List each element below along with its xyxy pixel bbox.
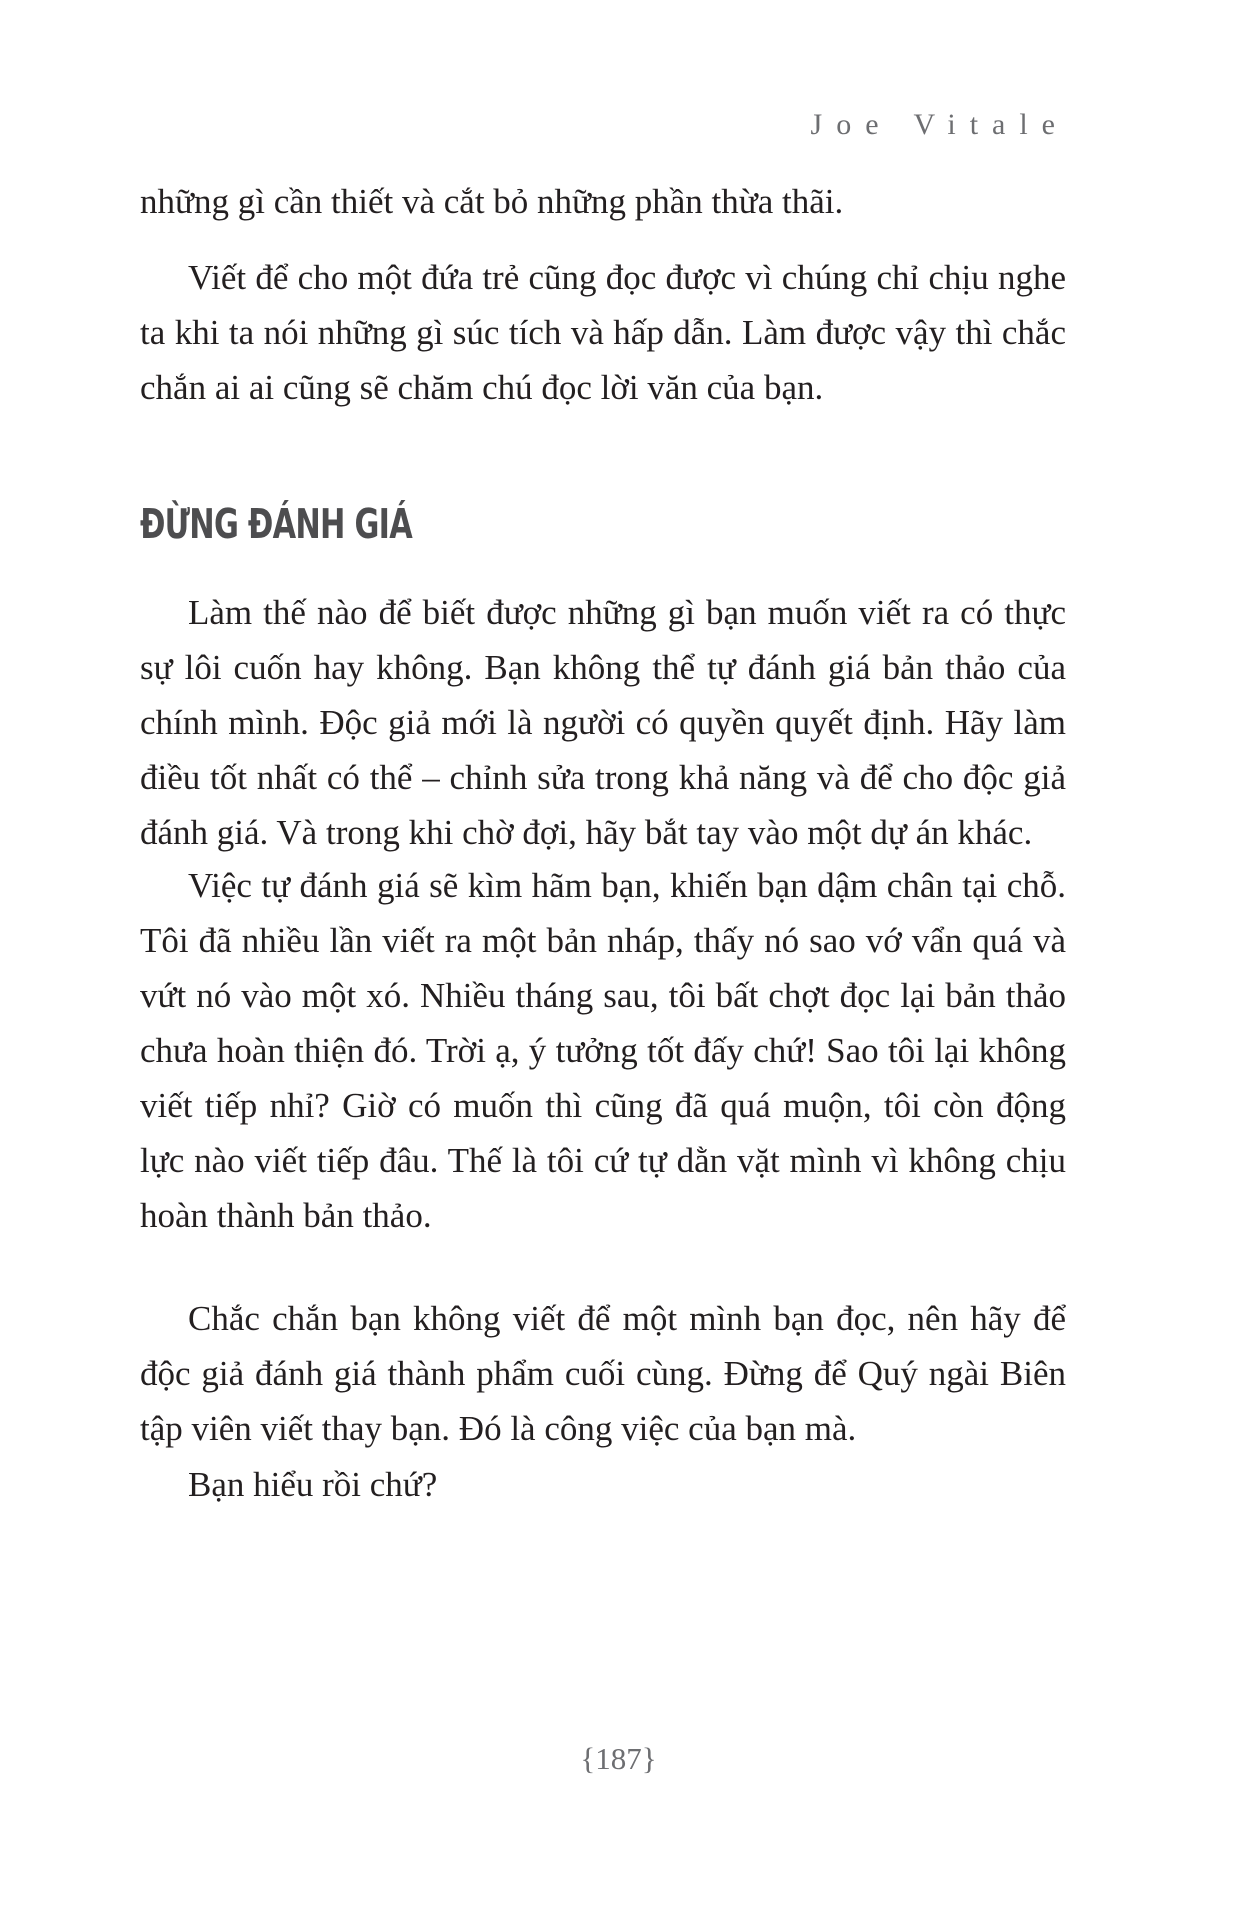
page-number: {187} [580,1741,657,1776]
paragraph: Chắc chắn bạn không viết để một mình bạn đọc, nên hãy để độc giả đánh giá thành phẩm cuối cùng. Đừng để Quý ngài Biên tập viên viết thay bạn. Đó là công việc của bạn mà. [140,1299,1066,1448]
running-header-author: Joe Vitale [810,108,1069,141]
paragraph: Việc tự đánh giá sẽ kìm hãm bạn, khiến bạn dậm chân tại chỗ. Tôi đã nhiều lần viết ra một bản nháp, thấy nó sao vớ vẩn quá và vứt nó vào một xó. Nhiều tháng sau, tôi bất chợt đọc lại bản thảo chưa hoàn thiện đó. Trời ạ, ý tưởng tốt đấy chứ! Sao tôi lại không viết tiếp nhỉ? Giờ có muốn thì cũng đã quá muộn, tôi còn động lực nào viết tiếp đâu. Thế là tôi cứ tự dằn vặt mình vì không chịu hoàn thành bản thảo. [140,866,1066,1235]
paragraph: Bạn hiểu rồi chứ? [188,1465,438,1504]
paragraph-continued: những gì cần thiết và cắt bỏ những phần thừa thãi. [140,182,844,221]
paragraph: Viết để cho một đứa trẻ cũng đọc được vì chúng chỉ chịu nghe ta khi ta nói những gì súc tích và hấp dẫn. Làm được vậy thì chắc chắn ai ai cũng sẽ chăm chú đọc lời văn của bạn. [140,258,1066,407]
paragraph: Làm thế nào để biết được những gì bạn muốn viết ra có thực sự lôi cuốn hay không. Bạn không thể tự đánh giá bản thảo của chính mình. Độc giả mới là người có quyền quyết định. Hãy làm điều tốt nhất có thể – chỉnh sửa trong khả năng và để cho độc giả đánh giá. Và trong khi chờ đợi, hãy bắt tay vào một dự án khác. [140,593,1066,852]
section-heading: ĐỪNG ĐÁNH GIÁ [140,500,412,548]
